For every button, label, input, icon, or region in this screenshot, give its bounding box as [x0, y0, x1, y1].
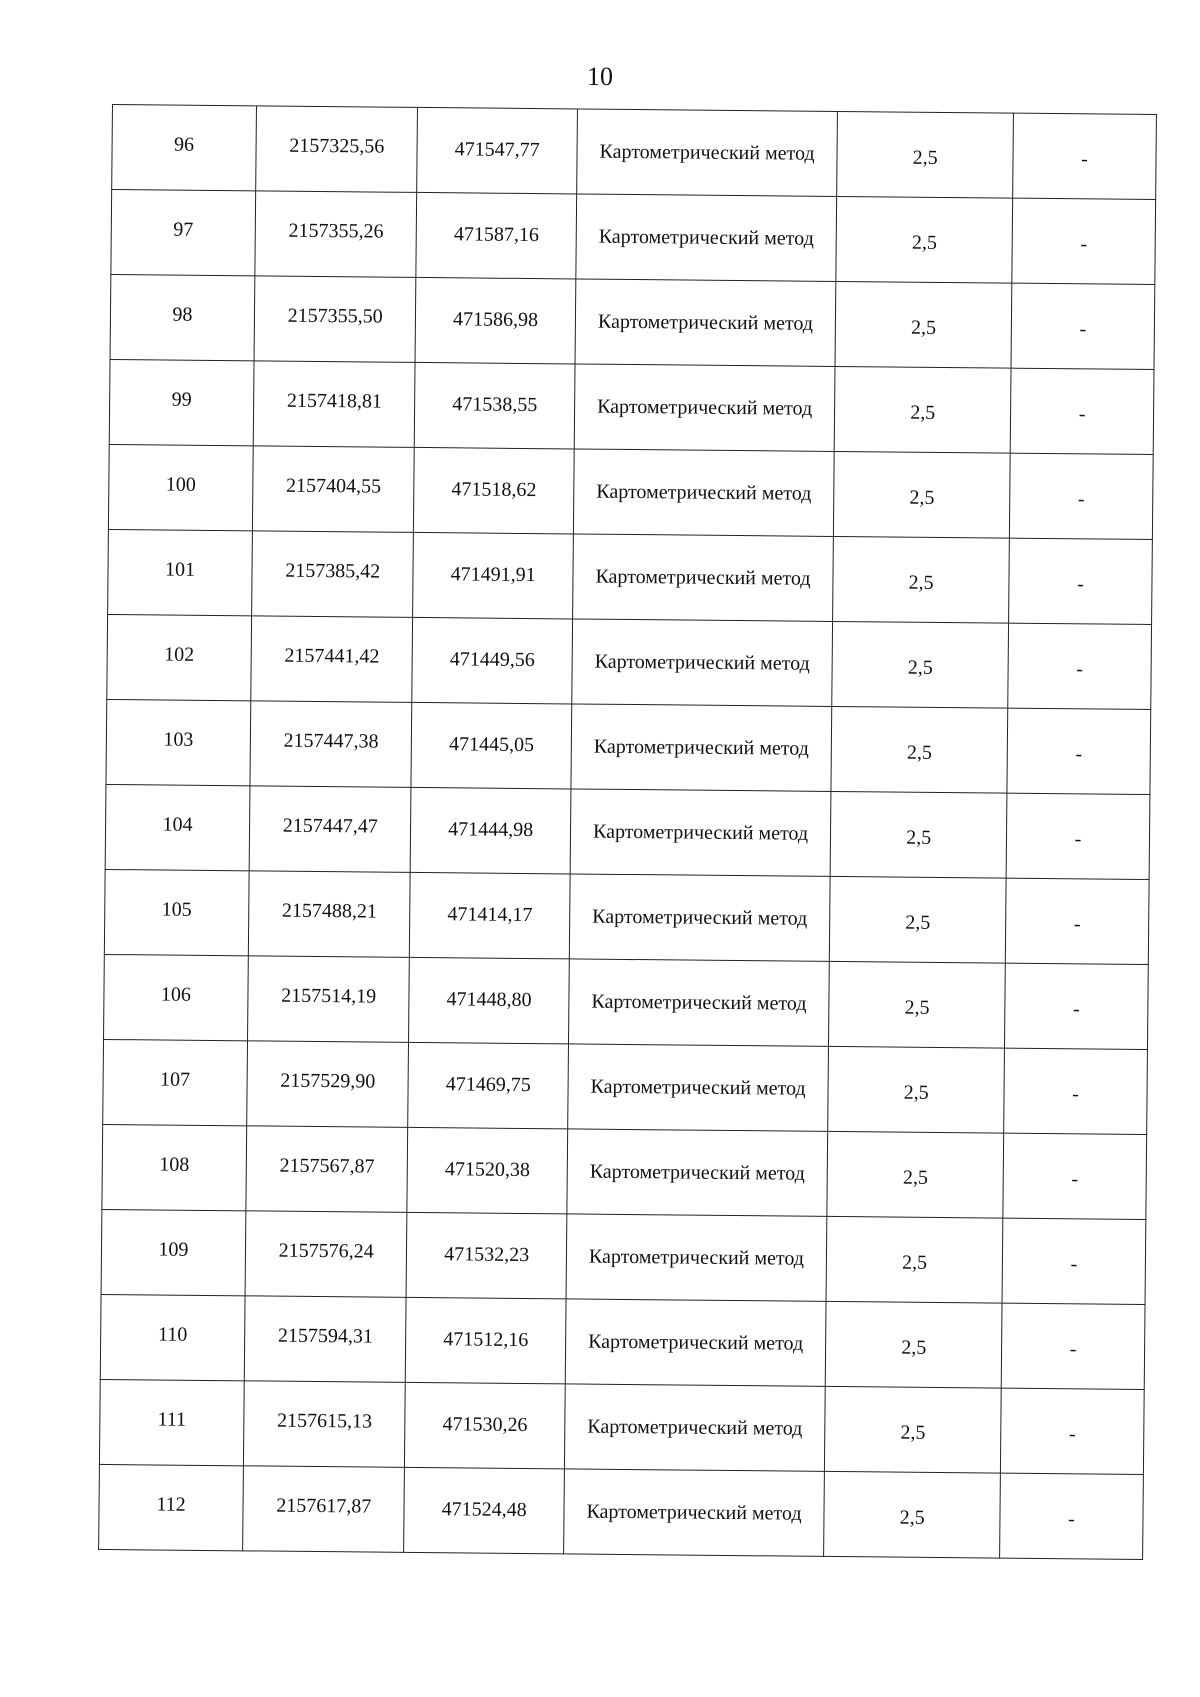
precision-cell: 2,5 — [830, 791, 1007, 878]
x-coordinate-cell: 2157355,50 — [254, 276, 416, 363]
table-row — [108, 444, 1153, 539]
point-number-cell: 110 — [100, 1294, 245, 1380]
description-cell: - — [1003, 1133, 1147, 1219]
description-cell: - — [1010, 368, 1154, 454]
method-cell: Картометрический метод — [568, 959, 829, 1046]
table-row — [112, 105, 1157, 200]
x-coordinate-cell: 2157576,24 — [245, 1211, 407, 1298]
x-coordinate-cell: 2157355,26 — [255, 191, 417, 278]
table-row — [104, 954, 1149, 1049]
table-row — [103, 1039, 1148, 1134]
point-number-cell: 111 — [99, 1379, 244, 1465]
precision-cell: 2,5 — [829, 961, 1006, 1048]
y-coordinate-cell: 471448,80 — [409, 957, 569, 1044]
x-coordinate-cell: 2157404,55 — [252, 446, 414, 533]
description-cell: - — [1000, 1473, 1144, 1559]
method-cell: Картометрический метод — [567, 1129, 828, 1216]
method-cell: Картометрический метод — [573, 449, 834, 536]
point-number-cell: 109 — [101, 1209, 246, 1295]
point-number-cell: 97 — [111, 190, 256, 276]
point-number-cell: 103 — [106, 699, 251, 785]
y-coordinate-cell: 471520,38 — [407, 1127, 567, 1214]
table-row — [105, 784, 1150, 879]
table-body — [99, 105, 1157, 1560]
description-cell: - — [1013, 113, 1157, 199]
method-cell: Картометрический метод — [564, 1384, 825, 1471]
method-cell: Картометрический метод — [576, 109, 837, 196]
method-cell: Картометрический метод — [574, 364, 835, 451]
precision-cell: 2,5 — [824, 1471, 1001, 1558]
table-row — [100, 1294, 1145, 1389]
y-coordinate-cell: 471449,56 — [412, 617, 572, 704]
description-cell: - — [1007, 708, 1151, 794]
x-coordinate-cell: 2157418,81 — [253, 361, 415, 448]
y-coordinate-cell: 471491,91 — [413, 532, 573, 619]
point-number-cell: 105 — [104, 869, 249, 955]
method-cell: Картометрический метод — [572, 619, 833, 706]
x-coordinate-cell: 2157615,13 — [243, 1381, 405, 1468]
description-cell: - — [1001, 1303, 1145, 1389]
y-coordinate-cell: 471586,98 — [416, 277, 576, 364]
coordinates-table — [98, 104, 1157, 1560]
x-coordinate-cell: 2157529,90 — [247, 1041, 409, 1128]
table-row — [107, 614, 1152, 709]
x-coordinate-cell: 2157447,38 — [250, 701, 412, 788]
description-cell: - — [1004, 1048, 1148, 1134]
x-coordinate-cell: 2157594,31 — [244, 1296, 406, 1383]
point-number-cell: 107 — [103, 1039, 248, 1125]
point-number-cell: 99 — [109, 359, 254, 445]
point-number-cell: 100 — [108, 444, 253, 530]
y-coordinate-cell: 471518,62 — [414, 447, 574, 534]
method-cell: Картометрический метод — [568, 1044, 829, 1131]
y-coordinate-cell: 471414,17 — [410, 872, 570, 959]
x-coordinate-cell: 2157617,87 — [243, 1466, 405, 1553]
x-coordinate-cell: 2157488,21 — [248, 871, 410, 958]
method-cell: Картометрический метод — [566, 1214, 827, 1301]
table-row — [106, 699, 1151, 794]
table-row — [110, 274, 1155, 369]
table-row — [101, 1209, 1146, 1304]
description-cell: - — [1011, 283, 1155, 369]
page-number: 10 — [587, 62, 613, 91]
y-coordinate-cell: 471538,55 — [415, 362, 575, 449]
precision-cell: 2,5 — [827, 1131, 1004, 1218]
point-number-cell: 112 — [99, 1464, 244, 1550]
method-cell: Картометрический метод — [565, 1299, 826, 1386]
description-cell: - — [1000, 1388, 1144, 1474]
table-row — [108, 529, 1153, 624]
coordinates-table-wrapper — [98, 104, 1157, 1560]
table-row — [109, 359, 1154, 454]
y-coordinate-cell: 471530,26 — [405, 1382, 565, 1469]
method-cell: Картометрический метод — [575, 279, 836, 366]
y-coordinate-cell: 471444,98 — [411, 787, 571, 874]
x-coordinate-cell: 2157567,87 — [246, 1126, 408, 1213]
method-cell: Картометрический метод — [570, 789, 831, 876]
table-row — [111, 190, 1156, 285]
precision-cell: 2,5 — [830, 876, 1007, 963]
method-cell: Картометрический метод — [576, 194, 837, 281]
x-coordinate-cell: 2157514,19 — [247, 956, 409, 1043]
point-number-cell: 101 — [108, 529, 253, 615]
method-cell: Картометрический метод — [569, 874, 830, 961]
point-number-cell: 106 — [104, 954, 249, 1040]
description-cell: - — [1012, 198, 1156, 284]
description-cell: - — [1005, 963, 1149, 1049]
precision-cell: 2,5 — [831, 706, 1008, 793]
table-row — [102, 1124, 1147, 1219]
y-coordinate-cell: 471587,16 — [416, 192, 576, 279]
precision-cell: 2,5 — [832, 621, 1009, 708]
precision-cell: 2,5 — [835, 281, 1012, 368]
x-coordinate-cell: 2157385,42 — [252, 531, 414, 618]
point-number-cell: 102 — [107, 614, 252, 700]
description-cell: - — [1009, 538, 1153, 624]
table-row — [99, 1464, 1144, 1559]
precision-cell: 2,5 — [837, 111, 1014, 198]
y-coordinate-cell: 471512,16 — [406, 1297, 566, 1384]
y-coordinate-cell: 471547,77 — [417, 107, 577, 194]
precision-cell: 2,5 — [825, 1386, 1002, 1473]
point-number-cell: 104 — [105, 784, 250, 870]
description-cell: - — [1006, 793, 1150, 879]
y-coordinate-cell: 471445,05 — [411, 702, 571, 789]
y-coordinate-cell: 471532,23 — [407, 1212, 567, 1299]
point-number-cell: 98 — [110, 274, 255, 360]
description-cell: - — [1002, 1218, 1146, 1304]
precision-cell: 2,5 — [836, 196, 1013, 283]
precision-cell: 2,5 — [825, 1301, 1002, 1388]
y-coordinate-cell: 471524,48 — [404, 1467, 564, 1554]
table-row — [99, 1379, 1144, 1474]
precision-cell: 2,5 — [828, 1046, 1005, 1133]
point-number-cell: 108 — [102, 1124, 247, 1210]
precision-cell: 2,5 — [833, 536, 1010, 623]
description-cell: - — [1008, 623, 1152, 709]
precision-cell: 2,5 — [826, 1216, 1003, 1303]
x-coordinate-cell: 2157441,42 — [251, 616, 413, 703]
description-cell: - — [1005, 878, 1149, 964]
precision-cell: 2,5 — [834, 451, 1011, 538]
point-number-cell: 96 — [112, 105, 257, 191]
table-row — [104, 869, 1149, 964]
x-coordinate-cell: 2157325,56 — [256, 106, 418, 193]
precision-cell: 2,5 — [834, 366, 1011, 453]
method-cell: Картометрический метод — [571, 704, 832, 791]
x-coordinate-cell: 2157447,47 — [249, 786, 411, 873]
method-cell: Картометрический метод — [572, 534, 833, 621]
description-cell: - — [1009, 453, 1153, 539]
y-coordinate-cell: 471469,75 — [408, 1042, 568, 1129]
method-cell: Картометрический метод — [563, 1469, 824, 1556]
